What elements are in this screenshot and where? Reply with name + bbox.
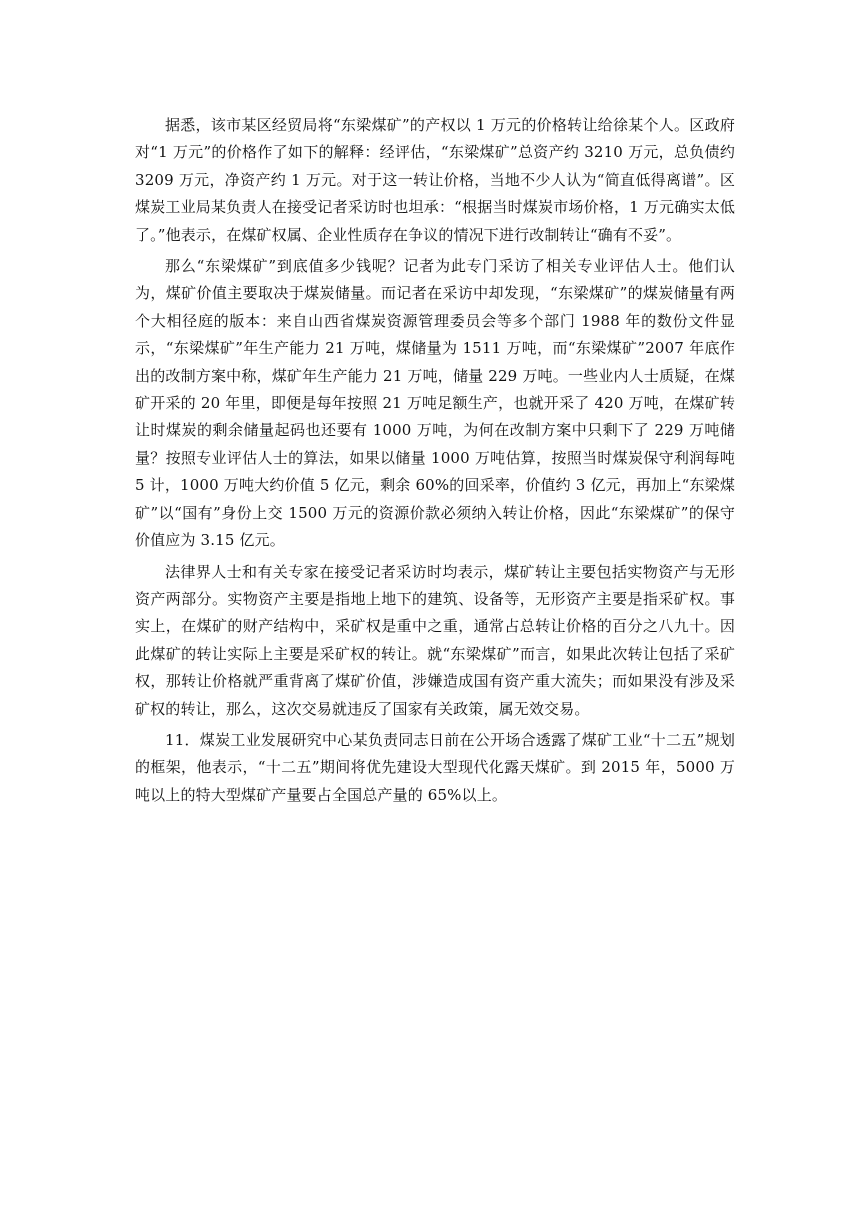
paragraph-legal-opinion: 法律界人士和有关专家在接受记者采访时均表示，煤矿转让主要包括实物资产与无形资产两部分。实物资产主要是指地上地下的建筑、设备等，无形资产主要是指采矿权。事实上，在煤矿的财产结构中，采矿权是重中之重，通常占总转让价格的百分之八九十。因此煤矿的转让实际上主要是采矿权的转让。就“东梁煤矿”而言，如果此次转让包括了采矿权，那转让价格就严重背离了煤矿价值，涉嫌造成国有资产重大流失；而如果没有涉及采矿权的转让，那么，这次交易就违反了国家有关政策，属无效交易。 (135, 562, 735, 718)
document-body (135, 112, 735, 809)
paragraph-transfer-price: 据悉，该市某区经贸局将“东梁煤矿”的产权以 1 万元的价格转让给徐某个人。区政府对“1 万元”的价格作了如下的解释：经评估，“东梁煤矿”总资产约 3210 万元，总负债约 3209 万元，净资产约 1 万元。对于这一转让价格，当地不少人认为“简直低得离谱”。区煤炭工业局某负责人在接受记者采访时也坦承：“根据当时煤炭市场价格，1 万元确实太低了。”他表示，在煤矿权属、企业性质存在争议的情况下进行改制转让“确有不妥”。 (135, 116, 735, 244)
paragraph-five-year-plan: 11．煤炭工业发展研究中心某负责同志日前在公开场合透露了煤矿工业“十二五”规划的框架，他表示，“十二五”期间将优先建设大型现代化露天煤矿。到 2015 年，5000 万吨以上的特大型煤矿产量要占全国总产量的 65%以上。 (135, 730, 735, 804)
paragraph-coal-reserves: 那么“东梁煤矿”到底值多少钱呢？记者为此专门采访了相关专业评估人士。他们认为，煤矿价值主要取决于煤炭储量。而记者在采访中却发现，“东梁煤矿”的煤炭储量有两个大相径庭的版本：来自山西省煤炭资源管理委员会等多个部门 1988 年的数份文件显示，“东梁煤矿”年生产能力 21 万吨，煤储量为 1511 万吨，而“东梁煤矿”2007 年底作出的改制方案中称，煤矿年生产能力 21 万吨，储量 229 万吨。一些业内人士质疑，在煤矿开采的 20 年里，即便是每年按照 21 万吨足额生产，也就开采了 420 万吨，在煤矿转让时煤炭的剩余储量起码也还要有 1000 万吨，为何在改制方案中只剩下了 229 万吨储量？按照专业评估人士的算法，如果以储量 1000 万吨估算，按照当时煤炭保守利润每吨 5 计，1000 万吨大约价值 5 亿元，剩余 60%的回采率，价值约 3 亿元，再加上“东梁煤矿”以“国有”身份上交 1500 万元的资源价款必须纳入转让价格，因此“东梁煤矿”的保守价值应为 3.15 亿元。 (135, 257, 735, 550)
